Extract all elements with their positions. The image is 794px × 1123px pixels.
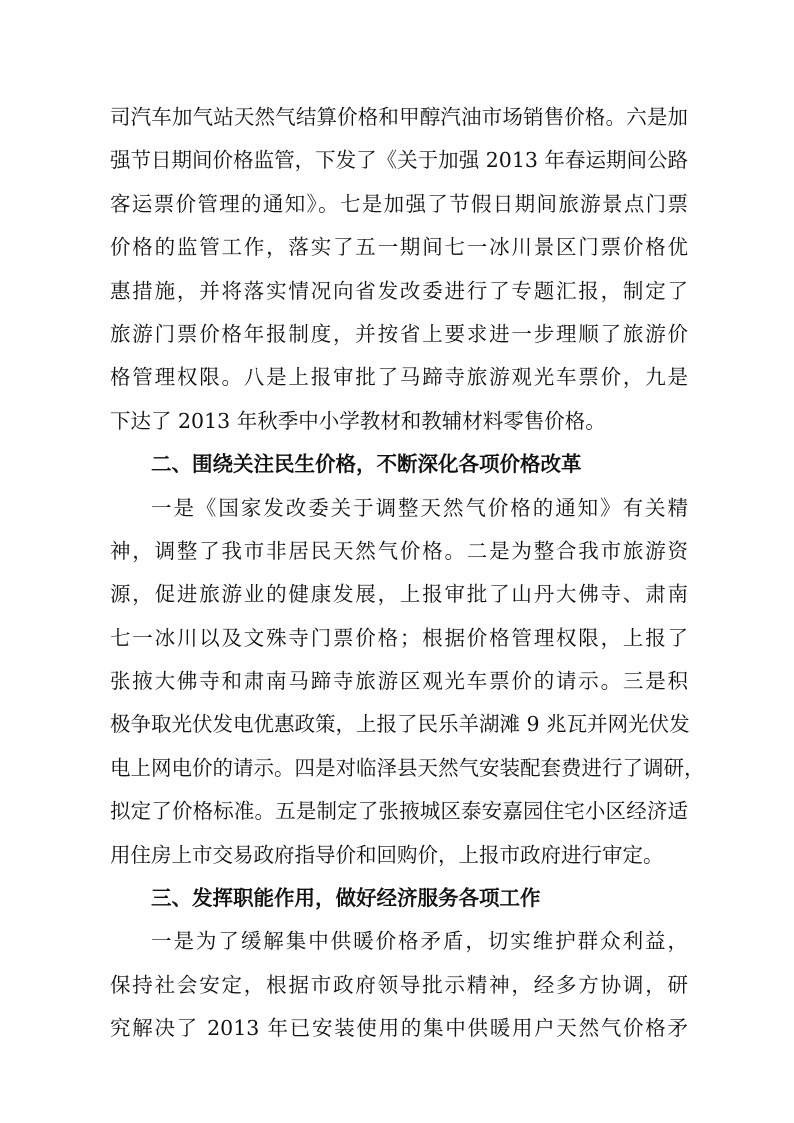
text-line: 神，调整了我市非居民天然气价格。二是为整合我市旅游资	[110, 538, 688, 563]
section-heading	[110, 877, 688, 920]
text-line: 格管理权限。八是上报审批了马蹄寺旅游观光车票价，九是	[110, 365, 688, 390]
text-line: 强节日期间价格监管，下发了《关于加强 2013 年春运期间公路	[110, 148, 688, 173]
text-line: 一是《国家发改委关于调整天然气价格的通知》有关精	[151, 495, 688, 520]
text-line: 司汽车加气站天然气结算价格和甲醇汽油市场销售价格。六是加	[110, 105, 688, 129]
text-line: 用住房上市交易政府指导价和回购价，上报市政府进行审定。	[110, 842, 664, 867]
heading-text: 三、发挥职能作用，做好经济服务各项工作	[151, 886, 541, 911]
text-line: 电上网电价的请示。四是对临泽县天然气安装配套费进行了调研，	[110, 755, 705, 780]
text-line: 旅游门票价格年报制度，并按省上要求进一步理顺了旅游价	[110, 321, 688, 346]
body-paragraph	[110, 920, 688, 1050]
text-line: 价格的监管工作，落实了五一期间七一冰川景区门票价格优	[110, 235, 688, 260]
body-paragraph	[110, 487, 705, 878]
text-line: 下达了 2013 年秋季中小学教材和教辅材料零售价格。	[110, 408, 606, 433]
body-paragraph	[110, 96, 688, 443]
text-line: 极争取光伏发电优惠政策，上报了民乐羊湖滩 9 兆瓦并网光伏发	[110, 712, 690, 737]
text-line: 张掖大佛寺和肃南马蹄寺旅游区观光车票价的请示。三是积	[110, 669, 688, 694]
text-line: 惠措施，并将落实情况向省发改委进行了专题汇报，制定了	[110, 278, 688, 303]
text-line: 保持社会安定，根据市政府领导批示精神，经多方协调，研	[110, 972, 688, 997]
section-heading	[110, 443, 688, 486]
text-line: 客运票价管理的通知》。七是加强了节假日期间旅游景点门票	[110, 191, 688, 216]
text-line: 源，促进旅游业的健康发展，上报审批了山丹大佛寺、肃南	[110, 582, 688, 607]
text-line: 拟定了价格标准。五是制定了张掖城区泰安嘉园住宅小区经济适	[110, 799, 688, 824]
text-line: 一是为了缓解集中供暖价格矛盾，切实维护群众利益，	[151, 929, 688, 954]
document-page	[110, 96, 705, 1051]
heading-text: 二、围绕关注民生价格，不断深化各项价格改革	[151, 452, 582, 477]
text-line: 究解决了 2013 年已安装使用的集中供暖用户天然气价格矛	[110, 1016, 688, 1041]
text-line: 七一冰川以及文殊寺门票价格；根据价格管理权限，上报了	[110, 625, 688, 650]
